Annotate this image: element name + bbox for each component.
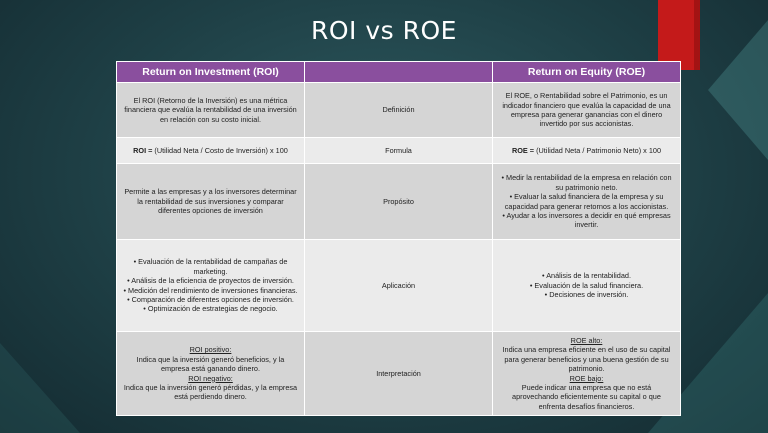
table-row-interpretacion [117, 332, 681, 416]
list-item: • Decisiones de inversión. [544, 290, 629, 300]
list-item: • Evaluación de la salud financiera. [529, 280, 644, 290]
header-roi: Return on Investment (ROI) [117, 62, 305, 83]
list-item: • Evaluar la salud financiera de la empresa y su capacidad para generar retornos a los accionistas. [504, 192, 669, 211]
header-roe: Return on Equity (ROE) [493, 62, 681, 83]
cell-roe-definicion: El ROE, o Rentabilidad sobre el Patrimonio, es un indicador financiero que evalúa la capacidad de una empresa para generar ganancias con el dinero invertido por sus accionistas. [493, 83, 681, 138]
cell-roi-proposito: Permite a las empresas y a los inversores determinar la rentabilidad de sus inversiones y comparar diferentes opciones de inversión [117, 164, 305, 240]
list-item: • Análisis de la rentabilidad. [542, 271, 631, 281]
roi-negative-text: Indica que la inversión generó pérdidas, y la empresa está perdiendo dinero. [123, 382, 298, 402]
table-row-formula [117, 138, 681, 164]
header-middle [305, 62, 493, 83]
list-item: • Medir la rentabilidad de la empresa en relación con su patrimonio neto. [501, 173, 672, 192]
cell-roe-proposito [493, 164, 681, 240]
cell-label-aplicacion: Aplicación [305, 240, 493, 332]
roi-positive-text: Indica que la inversión generó beneficios, y la empresa está ganando dinero. [136, 354, 285, 374]
comparison-table [116, 61, 681, 416]
cell-roe-interpretacion [493, 332, 681, 416]
list-item: • Evaluación de la rentabilidad de campañas de marketing. [133, 257, 288, 276]
cell-roi-aplicacion [117, 240, 305, 332]
cell-label-definicion: Definición [305, 83, 493, 138]
slide-title: ROI vs ROE [311, 16, 457, 45]
roi-formula-prefix: ROI = [133, 145, 153, 155]
list-item: • Medición del rendimiento de inversiones financieras. [123, 285, 298, 295]
roe-high-text: Indica una empresa eficiente en el uso de su capital para generar beneficios y una buena gestión de su patrimonio. [502, 345, 671, 374]
roi-positive-title: ROI positivo: [189, 345, 232, 355]
roi-negative-title: ROI negativo: [188, 373, 233, 383]
list-item: • Ayudar a los inversores a decidir en qué empresas invertir. [502, 210, 671, 230]
cell-roe-aplicacion [493, 240, 681, 332]
table-row-aplicacion [117, 240, 681, 332]
roe-low-text: Puede indicar una empresa que no está aprovechando eficientemente su capital o que enfrenta desafíos financieros. [512, 382, 661, 411]
list-item: • Análisis de la eficiencia de proyectos de inversión. [127, 276, 294, 286]
cell-label-interpretacion: Interpretación [305, 332, 493, 416]
roe-low-title: ROE bajo: [569, 373, 604, 383]
cell-roi-interpretacion [117, 332, 305, 416]
roi-formula-text: (Utilidad Neta / Costo de Inversión) x 100 [152, 145, 288, 155]
cell-roi-formula [117, 138, 305, 164]
cell-roi-definicion: El ROI (Retorno de la Inversión) es una métrica financiera que evalúa la rentabilidad de una inversión en relación con su costo inicial. [117, 83, 305, 138]
table-row-proposito [117, 164, 681, 240]
cell-label-proposito: Propósito [305, 164, 493, 240]
table-row-definicion [117, 83, 681, 138]
cell-label-formula: Formula [305, 138, 493, 164]
decorative-triangle [0, 343, 80, 433]
roe-formula-prefix: ROE = [511, 145, 535, 155]
list-item: • Optimización de estrategias de negocio. [143, 304, 278, 314]
cell-roe-formula [493, 138, 681, 164]
roe-formula-text: (Utilidad Neta / Patrimonio Neto) x 100 [534, 145, 662, 155]
roe-high-title: ROE alto: [570, 335, 603, 345]
table-header-row [117, 62, 681, 83]
list-item: • Comparación de diferentes opciones de inversión. [127, 294, 294, 304]
